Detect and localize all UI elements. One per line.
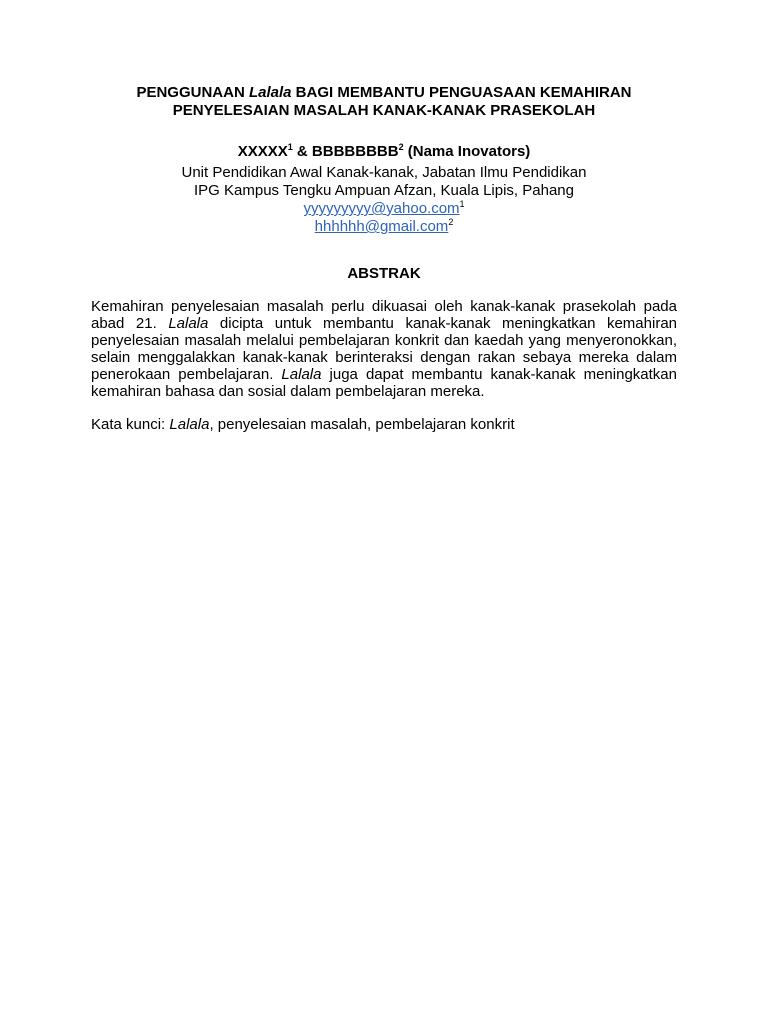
email-1-superscript: 1 bbox=[459, 199, 465, 209]
author-1-superscript: 1 bbox=[287, 142, 293, 152]
email-line-1 bbox=[80, 200, 688, 218]
paper-title bbox=[80, 84, 688, 120]
keywords-label: Kata kunci: bbox=[91, 416, 170, 433]
author-separator: & bbox=[292, 143, 312, 160]
title-text: PENGGUNAAN bbox=[136, 84, 249, 101]
affiliation-institution: IPG Kampus Tengku Ampuan Afzan, Kuala Lipis, Pahang bbox=[194, 182, 574, 199]
author-1: XXXXX bbox=[237, 143, 288, 160]
keywords-line bbox=[91, 416, 677, 433]
author-note: (Nama Inovators) bbox=[403, 143, 531, 160]
abstract-text: juga dapat membantu kanak-kanak meningkatkan kemahiran bahasa dan sosial dalam pembelajaran mereka. bbox=[91, 366, 677, 400]
author-2-superscript: 2 bbox=[398, 142, 404, 152]
abstract-product-name: Lalala bbox=[281, 366, 322, 383]
title-product-name: Lalala bbox=[248, 84, 292, 101]
keyword-product-name: Lalala bbox=[169, 416, 210, 433]
email-link-2[interactable]: hhhhhh@gmail.com bbox=[314, 218, 449, 235]
abstract-text: dicipta untuk membantu kanak-kanak meningkatkan kemahiran penyelesaian masalah melalui pembelajaran konkrit dan kaedah yang menyeronokkan, selain menggalakkan kanak-kanak berinteraksi dengan rakan sebaya mereka dalam penerokaan pembelajaran. bbox=[91, 315, 677, 383]
affiliation-unit: Unit Pendidikan Awal Kanak-kanak, Jabatan Ilmu Pendidikan bbox=[181, 164, 587, 181]
author-2: BBBBBBBB bbox=[311, 143, 399, 160]
title-line-2: PENYELESAIAN MASALAH KANAK-KANAK PRASEKOLAH bbox=[172, 102, 596, 119]
title-line-1 bbox=[80, 84, 688, 102]
title-text: BAGI MEMBANTU PENGUASAAN KEMAHIRAN bbox=[291, 84, 632, 101]
keywords-list: , penyelesaian masalah, pembelajaran konkrit bbox=[209, 416, 515, 433]
email-link-1[interactable]: yyyyyyyyy@yahoo.com bbox=[303, 200, 460, 217]
email-2-superscript: 2 bbox=[448, 217, 454, 227]
email-line-2 bbox=[80, 218, 688, 236]
affiliation-block bbox=[80, 164, 688, 236]
abstract-text: Kemahiran penyelesaian masalah perlu dikuasai oleh kanak-kanak prasekolah pada abad 21. bbox=[91, 298, 677, 332]
abstract-product-name: Lalala bbox=[168, 315, 209, 332]
abstract-paragraph bbox=[91, 298, 677, 400]
abstract-heading: ABSTRAK bbox=[347, 265, 421, 282]
author-line bbox=[80, 143, 688, 161]
